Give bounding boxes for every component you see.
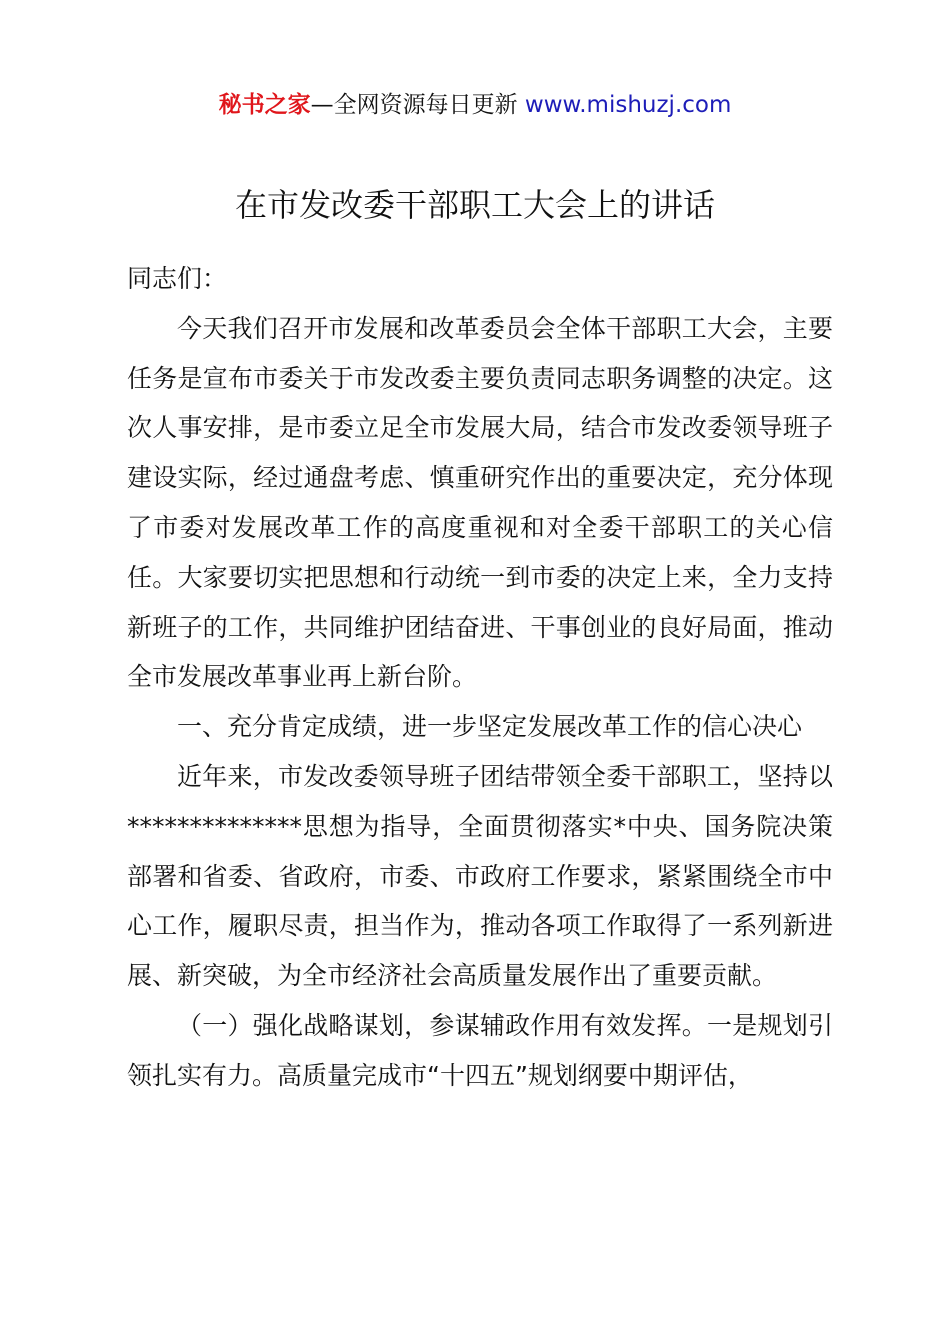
site-brand: 秘书之家 [218, 92, 311, 118]
paragraph-subsection-1: （一）强化战略谋划，参谋辅政作用有效发挥。一是规划引领扎实有力。高质量完成市“十四五”规划纲要中期评估， [127, 1010, 833, 1090]
paragraph-achievements: 近年来，市发改委领导班子团结带领全委干部职工，坚持以**************思想为指导，全面贯彻落实*中央、国务院决策部署和省委、省政府，市委、市政府工作要求，紧紧围绕全市中心工作，履职尽责，担当作为，推动各项工作取得了一系列新进展、新突破，为全市经济社会高质量发展作出了重要贡献。 [127, 761, 833, 991]
site-url-link[interactable]: www.mishuzj.com [524, 92, 732, 118]
document-body [127, 254, 833, 1101]
salutation: 同志们： [127, 264, 228, 293]
section-heading-1: 一、充分肯定成绩，进一步坚定发展改革工作的信心决心 [177, 712, 803, 742]
site-header [0, 88, 950, 122]
paragraph-intro: 今天我们召开市发展和改革委员会全体干部职工大会，主要任务是宣布市委关于市发改委主要负责同志职务调整的决定。这次人事安排，是市委立足全市发展大局，结合市发改委领导班子建设实际，经过通盘考虑、慎重研究作出的重要决定，充分体现了市委对发展改革工作的高度重视和对全委干部职工的关心信任。大家要切实把思想和行动统一到市委的决定上来，全力支持新班子的工作，共同维护团结奋进、干事创业的良好局面，推动全市发展改革事业再上新台阶。 [127, 313, 833, 692]
document-title: 在市发改委干部职工大会上的讲话 [234, 186, 715, 224]
site-tagline: —全网资源每日更新 [310, 92, 525, 118]
